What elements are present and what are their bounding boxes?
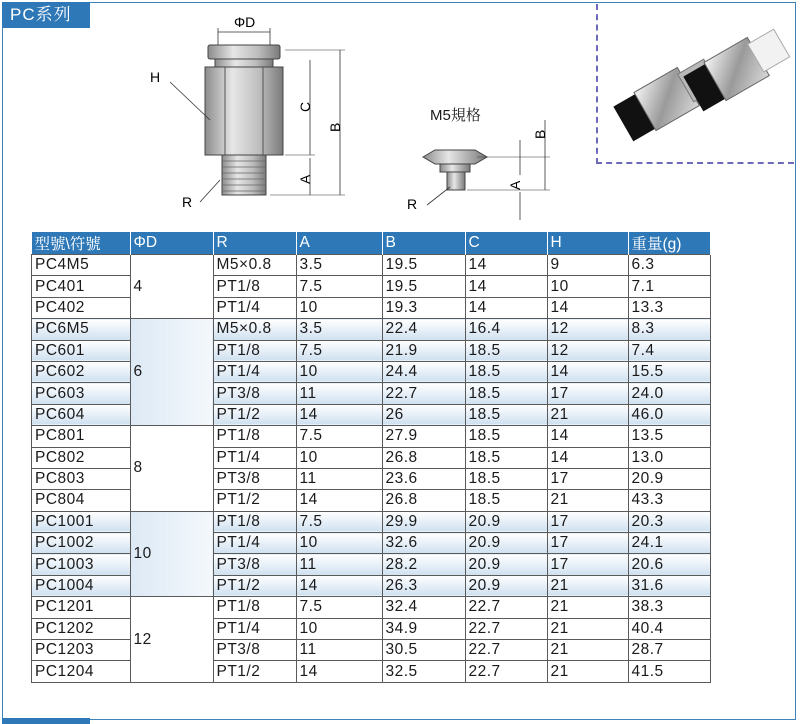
- cell-a: 11: [296, 468, 382, 489]
- cell-r: PT1/8: [213, 511, 296, 532]
- cell-r: PT3/8: [213, 468, 296, 489]
- cell-b: 21.9: [382, 340, 465, 361]
- cell-weight: 40.4: [628, 618, 710, 639]
- series-title: PC系列: [2, 2, 90, 28]
- cell-a: 14: [296, 575, 382, 596]
- cell-h: 14: [547, 426, 628, 447]
- cell-b: 19.5: [382, 276, 465, 297]
- cell-model: PC602: [32, 361, 131, 382]
- cell-a: 10: [296, 297, 382, 318]
- cell-b: 26.8: [382, 447, 465, 468]
- cell-h: 17: [547, 533, 628, 554]
- cell-model: PC1001: [32, 511, 131, 532]
- cell-a: 10: [296, 361, 382, 382]
- cell-c: 22.7: [465, 597, 547, 618]
- cell-b: 23.6: [382, 468, 465, 489]
- header-h: H: [547, 232, 628, 255]
- cell-phi-d: 8: [130, 426, 213, 512]
- cell-h: 17: [547, 554, 628, 575]
- cell-c: 18.5: [465, 404, 547, 425]
- m5-b-label: B: [532, 129, 548, 139]
- cell-weight: 13.5: [628, 426, 710, 447]
- cell-c: 18.5: [465, 383, 547, 404]
- cell-b: 29.9: [382, 511, 465, 532]
- r-label: R: [182, 194, 193, 210]
- cell-h: 17: [547, 383, 628, 404]
- cell-b: 32.6: [382, 533, 465, 554]
- cell-r: PT1/4: [213, 533, 296, 554]
- table-row: [32, 597, 711, 618]
- cell-r: PT3/8: [213, 640, 296, 661]
- cell-h: 9: [547, 255, 628, 276]
- cell-c: 22.7: [465, 618, 547, 639]
- cell-a: 14: [296, 490, 382, 511]
- cell-model: PC601: [32, 340, 131, 361]
- cell-r: PT1/4: [213, 361, 296, 382]
- cell-b: 22.4: [382, 319, 465, 340]
- cell-h: 10: [547, 276, 628, 297]
- cell-a: 7.5: [296, 426, 382, 447]
- cell-h: 21: [547, 404, 628, 425]
- cell-c: 18.5: [465, 361, 547, 382]
- cell-a: 11: [296, 554, 382, 575]
- cell-a: 10: [296, 533, 382, 554]
- cell-model: PC1201: [32, 597, 131, 618]
- cell-c: 22.7: [465, 661, 547, 682]
- cell-b: 24.4: [382, 361, 465, 382]
- cell-weight: 13.0: [628, 447, 710, 468]
- cell-weight: 24.1: [628, 533, 710, 554]
- cell-b: 19.3: [382, 297, 465, 318]
- cell-b: 34.9: [382, 618, 465, 639]
- cell-c: 20.9: [465, 511, 547, 532]
- cell-weight: 20.9: [628, 468, 710, 489]
- cell-weight: 13.3: [628, 297, 710, 318]
- cell-weight: 15.5: [628, 361, 710, 382]
- cell-model: PC1004: [32, 575, 131, 596]
- cell-weight: 38.3: [628, 597, 710, 618]
- cell-model: PC402: [32, 297, 131, 318]
- cell-r: PT3/8: [213, 383, 296, 404]
- cell-a: 11: [296, 640, 382, 661]
- a-label: A: [297, 174, 313, 184]
- cell-r: PT1/8: [213, 276, 296, 297]
- cell-weight: 6.3: [628, 255, 710, 276]
- cell-model: PC1002: [32, 533, 131, 554]
- cell-weight: 41.5: [628, 661, 710, 682]
- header-phi-d: ΦD: [130, 232, 213, 255]
- cell-phi-d: 12: [130, 597, 213, 683]
- cell-h: 12: [547, 340, 628, 361]
- cell-model: PC1204: [32, 661, 131, 682]
- cell-b: 32.5: [382, 661, 465, 682]
- cell-c: 20.9: [465, 554, 547, 575]
- cell-h: 14: [547, 447, 628, 468]
- cell-r: PT1/8: [213, 597, 296, 618]
- table-row: [32, 426, 711, 447]
- cell-r: PT1/4: [213, 447, 296, 468]
- cell-r: PT1/8: [213, 340, 296, 361]
- cell-r: PT1/2: [213, 661, 296, 682]
- cell-h: 12: [547, 319, 628, 340]
- cell-weight: 20.6: [628, 554, 710, 575]
- cell-h: 17: [547, 511, 628, 532]
- cell-b: 26.8: [382, 490, 465, 511]
- cell-h: 21: [547, 575, 628, 596]
- header-a: A: [296, 232, 382, 255]
- cell-a: 3.5: [296, 319, 382, 340]
- bottom-tab: [2, 718, 90, 724]
- cell-h: 17: [547, 468, 628, 489]
- cell-b: 28.2: [382, 554, 465, 575]
- cell-model: PC603: [32, 383, 131, 404]
- cell-r: PT1/2: [213, 404, 296, 425]
- cell-a: 7.5: [296, 597, 382, 618]
- cell-weight: 31.6: [628, 575, 710, 596]
- cell-c: 14: [465, 276, 547, 297]
- cell-c: 16.4: [465, 319, 547, 340]
- header-weight: 重量(g): [628, 232, 710, 255]
- cell-a: 14: [296, 404, 382, 425]
- cell-model: PC6M5: [32, 319, 131, 340]
- cell-weight: 7.1: [628, 276, 710, 297]
- cell-c: 18.5: [465, 426, 547, 447]
- cell-a: 11: [296, 383, 382, 404]
- cell-h: 21: [547, 597, 628, 618]
- table-row: [32, 319, 711, 340]
- cell-phi-d: 4: [130, 255, 213, 319]
- cell-model: PC802: [32, 447, 131, 468]
- cell-c: 18.5: [465, 490, 547, 511]
- cell-b: 27.9: [382, 426, 465, 447]
- table-row: [32, 255, 711, 276]
- cell-h: 21: [547, 661, 628, 682]
- cell-a: 10: [296, 618, 382, 639]
- cell-b: 26: [382, 404, 465, 425]
- cell-weight: 8.3: [628, 319, 710, 340]
- cell-model: PC604: [32, 404, 131, 425]
- cell-r: PT1/4: [213, 297, 296, 318]
- cell-h: 21: [547, 640, 628, 661]
- cell-c: 18.5: [465, 447, 547, 468]
- cell-weight: 24.0: [628, 383, 710, 404]
- cell-r: M5×0.8: [213, 319, 296, 340]
- spec-table: [31, 232, 711, 683]
- cell-c: 14: [465, 297, 547, 318]
- cell-r: M5×0.8: [213, 255, 296, 276]
- cell-a: 7.5: [296, 276, 382, 297]
- m5-a-label: A: [507, 180, 523, 190]
- header-r: R: [213, 232, 296, 255]
- cell-a: 14: [296, 661, 382, 682]
- cell-r: PT1/2: [213, 575, 296, 596]
- cell-b: 30.5: [382, 640, 465, 661]
- cell-weight: 28.7: [628, 640, 710, 661]
- cell-a: 7.5: [296, 511, 382, 532]
- cell-model: PC1203: [32, 640, 131, 661]
- cell-b: 19.5: [382, 255, 465, 276]
- m5-spec-label: M5規格: [430, 107, 481, 124]
- cell-h: 21: [547, 618, 628, 639]
- header-b: B: [382, 232, 465, 255]
- cell-model: PC4M5: [32, 255, 131, 276]
- cell-phi-d: 10: [130, 511, 213, 597]
- cell-h: 14: [547, 297, 628, 318]
- cell-b: 22.7: [382, 383, 465, 404]
- cell-r: PT1/4: [213, 618, 296, 639]
- fitting-dimension-drawing: [130, 10, 370, 210]
- cell-h: 14: [547, 361, 628, 382]
- phi-d-label: ΦD: [234, 14, 256, 30]
- cell-model: PC801: [32, 426, 131, 447]
- cell-b: 26.3: [382, 575, 465, 596]
- cell-model: PC804: [32, 490, 131, 511]
- cell-c: 14: [465, 255, 547, 276]
- cell-c: 18.5: [465, 340, 547, 361]
- cell-r: PT3/8: [213, 554, 296, 575]
- cell-a: 10: [296, 447, 382, 468]
- cell-c: 20.9: [465, 533, 547, 554]
- cell-model: PC1202: [32, 618, 131, 639]
- cell-model: PC803: [32, 468, 131, 489]
- cell-model: PC401: [32, 276, 131, 297]
- table-row: [32, 511, 711, 532]
- h-label: H: [150, 69, 161, 85]
- cell-weight: 20.3: [628, 511, 710, 532]
- cell-model: PC1003: [32, 554, 131, 575]
- cell-weight: 7.4: [628, 340, 710, 361]
- cell-r: PT1/2: [213, 490, 296, 511]
- m5-r-label: R: [407, 196, 418, 212]
- cell-c: 18.5: [465, 468, 547, 489]
- cell-c: 22.7: [465, 640, 547, 661]
- cell-r: PT1/8: [213, 426, 296, 447]
- product-photo: [596, 4, 794, 164]
- cell-h: 21: [547, 490, 628, 511]
- m5-dimension-drawing: [395, 95, 555, 225]
- header-model: 型號\符號: [32, 232, 131, 255]
- header-c: C: [465, 232, 547, 255]
- cell-a: 3.5: [296, 255, 382, 276]
- table-header-row: [32, 232, 711, 255]
- cell-a: 7.5: [296, 340, 382, 361]
- cell-b: 32.4: [382, 597, 465, 618]
- b-label: B: [327, 122, 343, 132]
- c-label: C: [297, 101, 313, 112]
- cell-c: 20.9: [465, 575, 547, 596]
- cell-phi-d: 6: [130, 319, 213, 426]
- cell-weight: 46.0: [628, 404, 710, 425]
- fitting-photo-image: [598, 4, 792, 158]
- cell-weight: 43.3: [628, 490, 710, 511]
